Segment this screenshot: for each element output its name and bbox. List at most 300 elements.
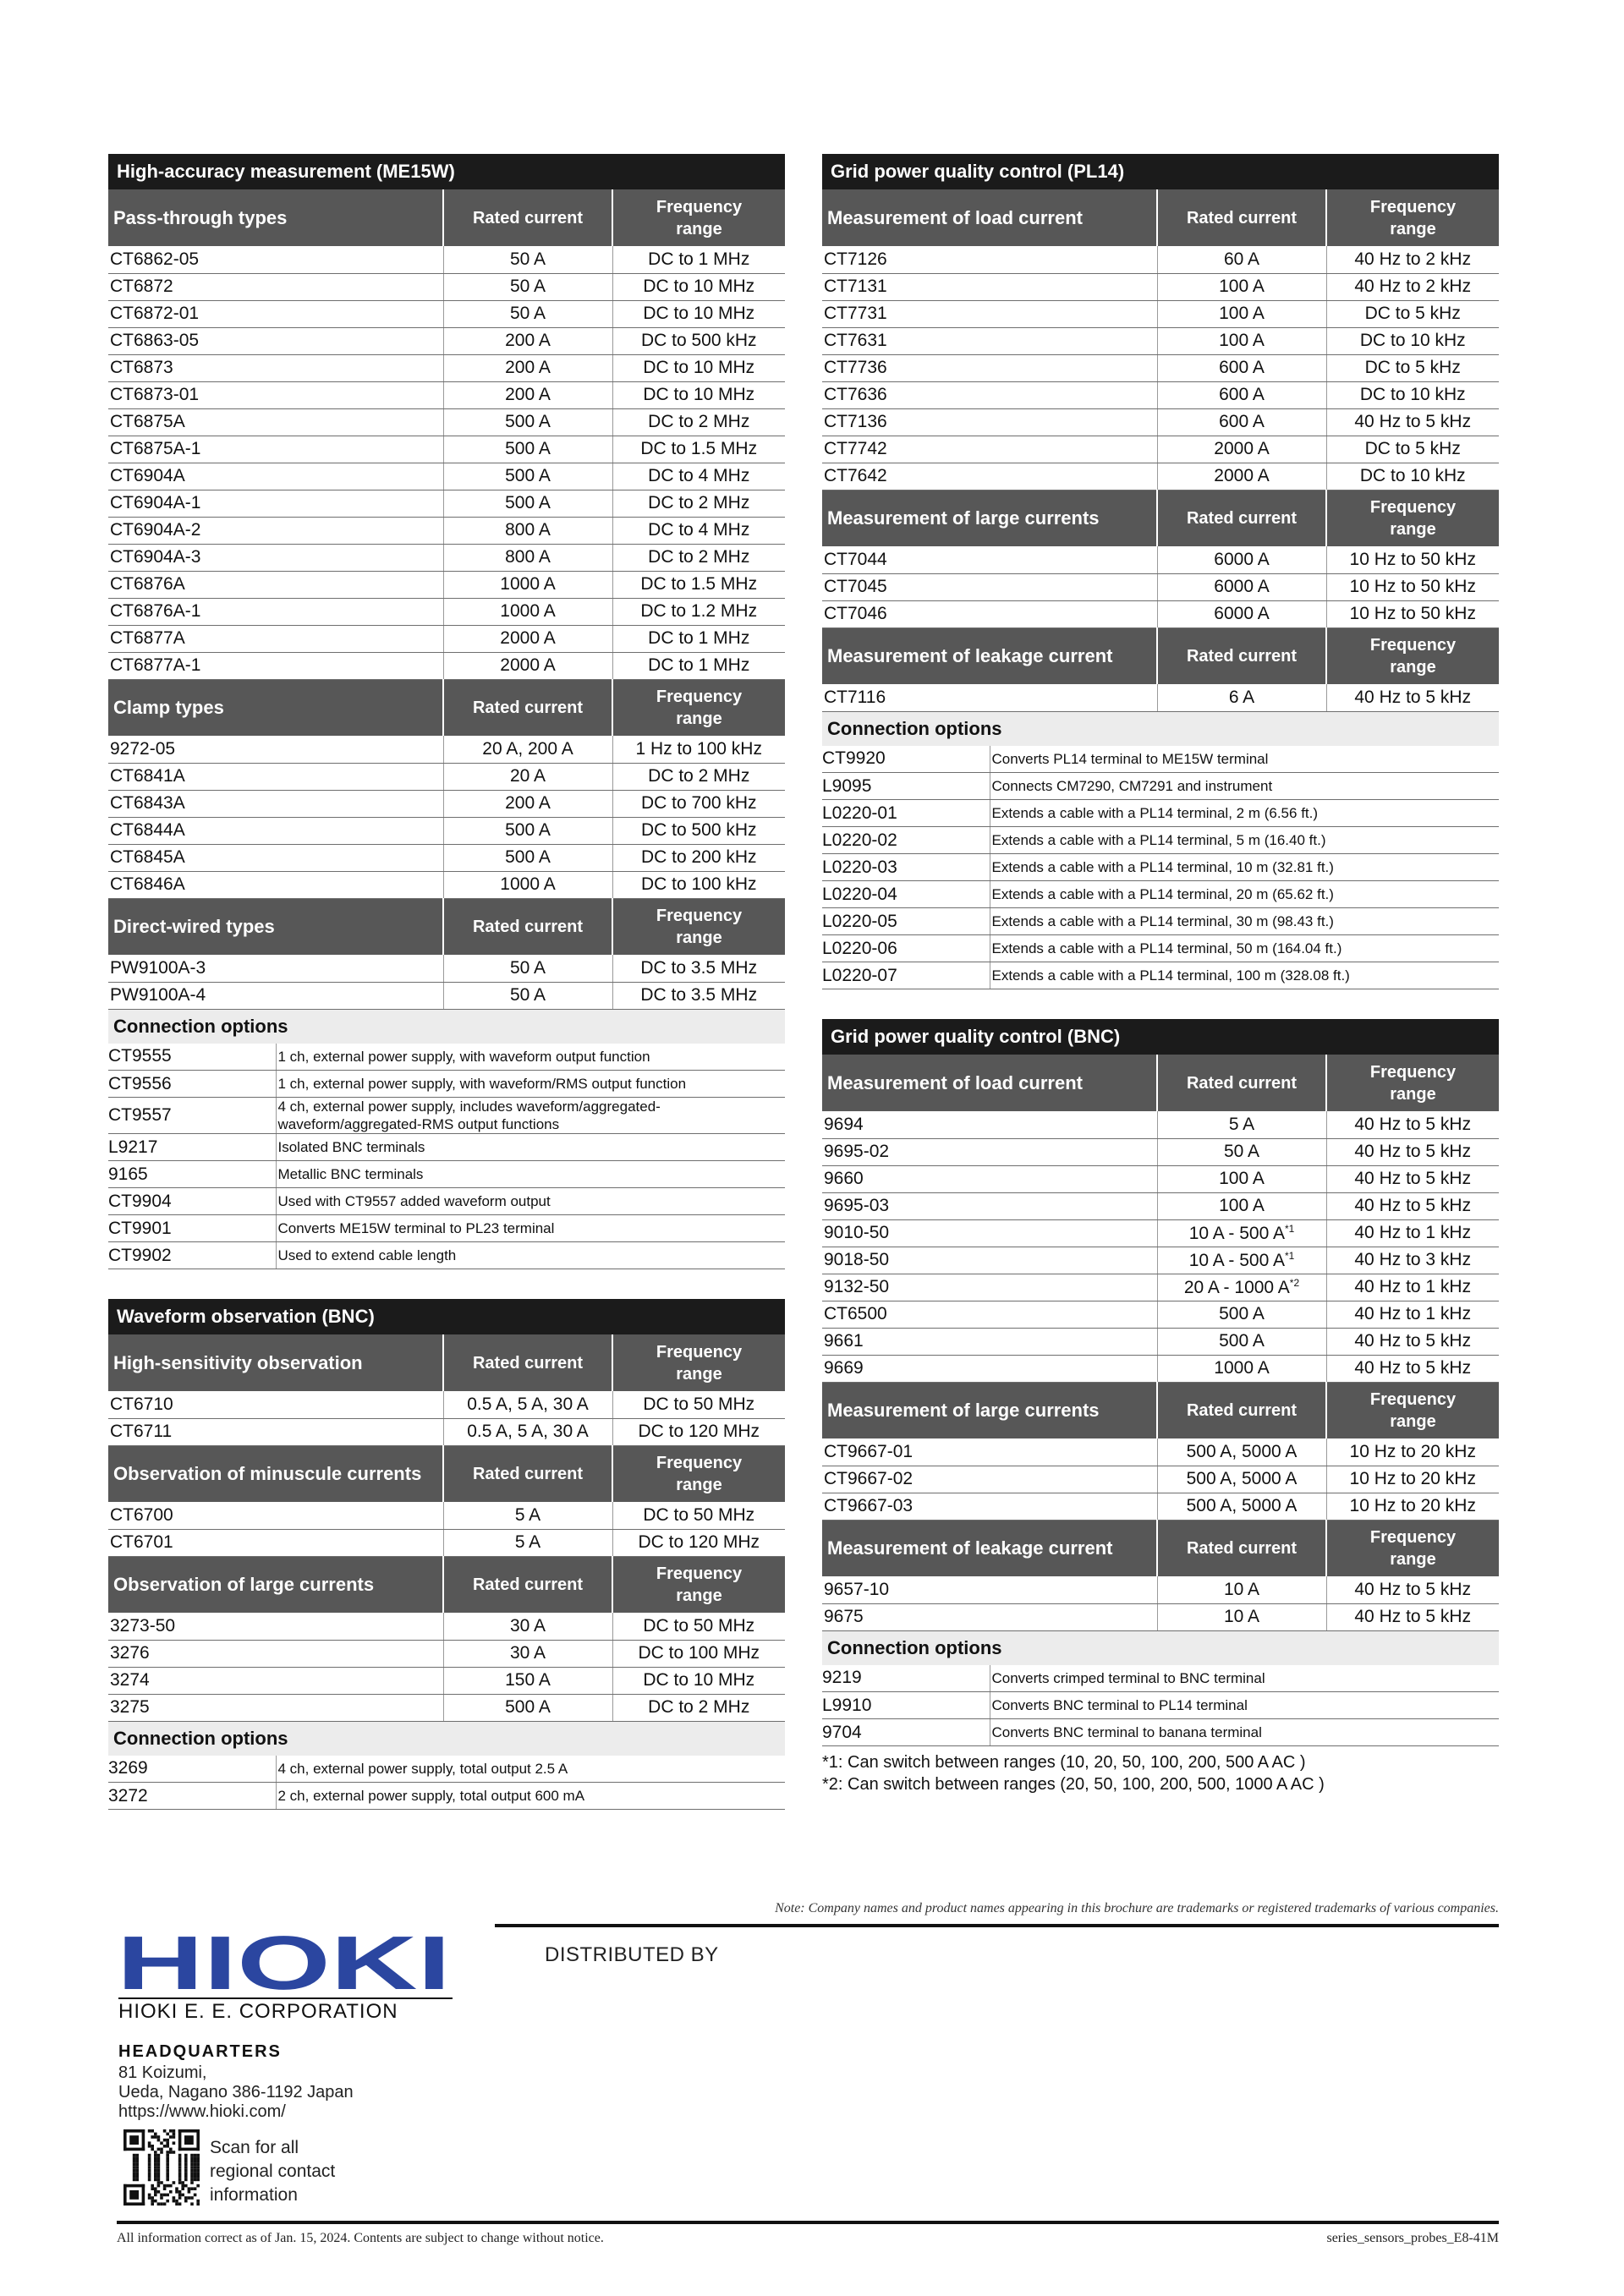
table-row bbox=[108, 246, 785, 273]
frequency-range-cell: 40 Hz to 5 kHz bbox=[1326, 1355, 1499, 1382]
table-row bbox=[822, 1111, 1499, 1138]
group-header-row bbox=[108, 189, 785, 246]
connection-options-title: Connection options bbox=[822, 1631, 1499, 1665]
section-title: Grid power quality control (BNC) bbox=[822, 1019, 1499, 1055]
rated-current-cell bbox=[443, 625, 612, 652]
frequency-range-cell: 40 Hz to 1 kHz bbox=[1326, 1301, 1499, 1328]
model-cell: CT6873-01 bbox=[108, 381, 443, 408]
group-header-row bbox=[108, 1445, 785, 1502]
rated-value: 20 A, 200 A bbox=[482, 738, 573, 759]
model-cell: CT7131 bbox=[822, 273, 1157, 300]
group-name: Direct-wired types bbox=[108, 898, 443, 955]
rated-value: 500 A bbox=[1219, 1331, 1265, 1351]
option-description: Used to extend cable length bbox=[276, 1242, 785, 1269]
table-row bbox=[108, 300, 785, 327]
header-line: range bbox=[1390, 219, 1436, 238]
model-cell: 9010-50 bbox=[822, 1219, 1157, 1247]
table-row bbox=[108, 1667, 785, 1694]
header-line: Frequency bbox=[656, 1453, 743, 1472]
corp-divider bbox=[118, 1997, 453, 1999]
footnote-mark: *2 bbox=[1289, 1276, 1300, 1289]
model-cell: 9018-50 bbox=[822, 1247, 1157, 1274]
rated-value: 200 A bbox=[505, 331, 551, 350]
option-description: 4 ch, external power supply, includes waveform/aggregated-waveform/aggregated-RMS output functions bbox=[276, 1098, 785, 1134]
rated-current-header: Rated current bbox=[1157, 490, 1326, 546]
rated-value: 5 A bbox=[514, 1504, 541, 1525]
model-cell: CT6904A bbox=[108, 463, 443, 490]
section-title: Grid power quality control (PL14) bbox=[822, 154, 1499, 189]
model-cell: CT7731 bbox=[822, 300, 1157, 327]
option-model: CT9557 bbox=[108, 1098, 276, 1134]
website-link[interactable]: https://www.hioki.com/ bbox=[118, 2102, 286, 2121]
group-name: Observation of large currents bbox=[108, 1556, 443, 1613]
pl14-section bbox=[822, 154, 1499, 989]
rated-current-header: Rated current bbox=[443, 1334, 612, 1391]
rated-current-cell bbox=[443, 571, 612, 598]
rated-value: 200 A bbox=[505, 358, 551, 377]
table-row bbox=[822, 408, 1499, 436]
spec-table bbox=[108, 189, 785, 1010]
group-name: Pass-through types bbox=[108, 189, 443, 246]
model-cell: CT6876A bbox=[108, 571, 443, 598]
rated-value: 500 A, 5000 A bbox=[1186, 1496, 1298, 1515]
table-row bbox=[108, 1529, 785, 1556]
table-row bbox=[108, 273, 785, 300]
rated-value: 50 A bbox=[509, 304, 546, 323]
frequency-range-cell: DC to 3.5 MHz bbox=[612, 982, 785, 1009]
table-row bbox=[108, 955, 785, 982]
option-row bbox=[108, 1098, 785, 1134]
model-cell: CT9667-01 bbox=[822, 1438, 1157, 1466]
option-description: Connects CM7290, CM7291 and instrument bbox=[990, 773, 1499, 800]
frequency-range-cell: 40 Hz to 5 kHz bbox=[1326, 408, 1499, 436]
rated-current-cell bbox=[1157, 1247, 1326, 1274]
option-description: 2 ch, external power supply, total output 600 mA bbox=[276, 1783, 785, 1810]
table-row bbox=[822, 573, 1499, 600]
model-cell: CT6700 bbox=[108, 1502, 443, 1529]
rated-current-cell bbox=[443, 871, 612, 898]
table-row bbox=[822, 1603, 1499, 1630]
option-description: Extends a cable with a PL14 terminal, 30 m (98.43 ft.) bbox=[990, 908, 1499, 935]
header-line: Frequency bbox=[1369, 1527, 1457, 1547]
rated-value: 500 A bbox=[505, 820, 551, 840]
table-row bbox=[822, 1192, 1499, 1219]
header-line: range bbox=[1390, 519, 1436, 539]
option-model: L9217 bbox=[108, 1134, 276, 1161]
rated-current-cell bbox=[443, 1667, 612, 1694]
option-row bbox=[822, 854, 1499, 881]
table-row bbox=[108, 463, 785, 490]
model-cell: CT6846A bbox=[108, 871, 443, 898]
footnote: *2: Can switch between ranges (20, 50, 100, 200, 500, 1000 A AC ) bbox=[822, 1775, 1325, 1794]
option-model: 3269 bbox=[108, 1756, 276, 1783]
frequency-range-cell: DC to 2 MHz bbox=[612, 1694, 785, 1721]
rated-current-header: Rated current bbox=[443, 1556, 612, 1613]
rated-current-cell bbox=[1157, 1192, 1326, 1219]
rated-value: 50 A bbox=[509, 985, 546, 1005]
header-line: Frequency bbox=[1369, 1389, 1457, 1409]
frequency-range-cell: DC to 10 MHz bbox=[612, 381, 785, 408]
model-cell: CT6845A bbox=[108, 844, 443, 871]
rated-current-cell bbox=[1157, 1466, 1326, 1493]
option-description: Used with CT9557 added waveform output bbox=[276, 1188, 785, 1215]
table-row bbox=[822, 1438, 1499, 1466]
model-cell: CT7045 bbox=[822, 573, 1157, 600]
option-row bbox=[108, 1188, 785, 1215]
option-model: CT9901 bbox=[108, 1215, 276, 1242]
group-name: Measurement of leakage current bbox=[822, 627, 1157, 684]
rated-value: 0.5 A, 5 A, 30 A bbox=[467, 1394, 589, 1414]
distributed-by-label: DISTRIBUTED BY bbox=[545, 1943, 719, 1966]
model-cell: CT6904A-1 bbox=[108, 490, 443, 517]
table-row bbox=[108, 544, 785, 571]
frequency-range-cell: 40 Hz to 1 kHz bbox=[1326, 1274, 1499, 1301]
rated-value: 100 A bbox=[1219, 304, 1265, 323]
option-description: Converts crimped terminal to BNC terminal bbox=[990, 1665, 1499, 1692]
option-model: 9219 bbox=[822, 1665, 990, 1692]
header-line: range bbox=[676, 219, 722, 238]
model-cell: CT7642 bbox=[822, 463, 1157, 490]
svg-text:HIOKI: HIOKI bbox=[117, 1928, 451, 1996]
group-name: Measurement of load current bbox=[822, 189, 1157, 246]
rated-value: 2000 A bbox=[1214, 466, 1270, 485]
table-row bbox=[108, 1640, 785, 1667]
frequency-range-cell: 40 Hz to 3 kHz bbox=[1326, 1247, 1499, 1274]
group-header-row bbox=[822, 189, 1499, 246]
header-line: Frequency bbox=[656, 687, 743, 706]
frequency-range-cell: DC to 5 kHz bbox=[1326, 436, 1499, 463]
model-cell: CT9667-02 bbox=[822, 1466, 1157, 1493]
table-row bbox=[822, 1466, 1499, 1493]
rated-current-cell bbox=[1157, 600, 1326, 627]
option-description: Extends a cable with a PL14 terminal, 5 m (16.40 ft.) bbox=[990, 827, 1499, 854]
model-cell: CT6873 bbox=[108, 354, 443, 381]
rated-value: 1000 A bbox=[500, 601, 556, 621]
option-model: CT9920 bbox=[822, 746, 990, 773]
spec-table bbox=[822, 1055, 1499, 1631]
frequency-range-cell: 40 Hz to 5 kHz bbox=[1326, 1138, 1499, 1165]
model-cell: CT6876A-1 bbox=[108, 598, 443, 625]
option-row bbox=[108, 1215, 785, 1242]
rated-value: 10 A - 500 A bbox=[1188, 1250, 1285, 1270]
frequency-range-cell: 40 Hz to 5 kHz bbox=[1326, 1165, 1499, 1192]
frequency-range-cell: 40 Hz to 5 kHz bbox=[1326, 1576, 1499, 1603]
frequency-range-cell: DC to 10 MHz bbox=[612, 273, 785, 300]
rated-current-cell bbox=[443, 1694, 612, 1721]
option-row bbox=[108, 1134, 785, 1161]
rated-value: 50 A bbox=[509, 249, 546, 269]
frequency-range-header bbox=[1326, 1520, 1499, 1576]
rated-current-cell bbox=[443, 652, 612, 679]
connection-options-title: Connection options bbox=[108, 1722, 785, 1756]
option-row bbox=[822, 773, 1499, 800]
model-cell: CT6904A-2 bbox=[108, 517, 443, 544]
frequency-range-header bbox=[612, 898, 785, 955]
table-row bbox=[108, 817, 785, 844]
frequency-range-cell: 40 Hz to 5 kHz bbox=[1326, 1192, 1499, 1219]
rated-current-cell bbox=[443, 408, 612, 436]
bnc-grid-section bbox=[822, 1019, 1499, 1795]
spec-table bbox=[108, 1334, 785, 1722]
option-description: Converts BNC terminal to banana terminal bbox=[990, 1719, 1499, 1746]
model-cell: CT6843A bbox=[108, 790, 443, 817]
rated-value: 100 A bbox=[1219, 277, 1265, 296]
table-row bbox=[108, 1613, 785, 1640]
rated-value: 800 A bbox=[505, 520, 551, 540]
rated-value: 2000 A bbox=[500, 655, 556, 675]
right-column bbox=[822, 154, 1499, 1825]
group-name: Measurement of large currents bbox=[822, 1382, 1157, 1438]
option-description: Extends a cable with a PL14 terminal, 2 m (6.56 ft.) bbox=[990, 800, 1499, 827]
rated-current-header: Rated current bbox=[1157, 627, 1326, 684]
frequency-range-cell: DC to 10 MHz bbox=[612, 1667, 785, 1694]
rated-value: 10 A bbox=[1223, 1579, 1260, 1599]
frequency-range-cell: DC to 200 kHz bbox=[612, 844, 785, 871]
frequency-range-header bbox=[612, 1556, 785, 1613]
option-model: 9165 bbox=[108, 1161, 276, 1188]
rated-current-cell bbox=[443, 1418, 612, 1445]
rated-value: 60 A bbox=[1223, 249, 1260, 269]
frequency-range-cell: DC to 2 MHz bbox=[612, 763, 785, 790]
model-cell: 3273-50 bbox=[108, 1613, 443, 1640]
table-row bbox=[822, 300, 1499, 327]
corporation-name: HIOKI E. E. CORPORATION bbox=[118, 2000, 398, 2023]
option-model: L0220-04 bbox=[822, 881, 990, 908]
rated-current-cell bbox=[443, 763, 612, 790]
frequency-range-header bbox=[612, 679, 785, 736]
table-row bbox=[822, 684, 1499, 711]
model-cell: 9272-05 bbox=[108, 736, 443, 763]
frequency-range-header bbox=[1326, 189, 1499, 246]
table-row bbox=[822, 1219, 1499, 1247]
option-row bbox=[108, 1071, 785, 1098]
rated-current-cell bbox=[1157, 573, 1326, 600]
model-cell: CT6841A bbox=[108, 763, 443, 790]
rated-current-cell bbox=[443, 246, 612, 273]
table-row bbox=[822, 246, 1499, 273]
header-line: range bbox=[676, 1586, 722, 1605]
frequency-range-cell: DC to 50 MHz bbox=[612, 1391, 785, 1418]
frequency-range-cell: DC to 120 MHz bbox=[612, 1529, 785, 1556]
footnotes bbox=[822, 1751, 1499, 1795]
rated-current-cell bbox=[443, 1640, 612, 1667]
option-description: Isolated BNC terminals bbox=[276, 1134, 785, 1161]
rated-value: 5 A bbox=[1228, 1114, 1255, 1134]
rated-value: 2000 A bbox=[500, 628, 556, 648]
rated-value: 500 A bbox=[505, 1697, 551, 1717]
group-header-row bbox=[108, 679, 785, 736]
frequency-range-cell: DC to 500 kHz bbox=[612, 817, 785, 844]
frequency-range-header bbox=[612, 1334, 785, 1391]
frequency-range-cell: DC to 1.5 MHz bbox=[612, 436, 785, 463]
me15w-section bbox=[108, 154, 785, 1269]
frequency-range-cell: DC to 10 kHz bbox=[1326, 381, 1499, 408]
headquarters-title: HEADQUARTERS bbox=[118, 2042, 282, 2061]
option-row bbox=[822, 1719, 1499, 1746]
rated-current-cell bbox=[1157, 1111, 1326, 1138]
rated-value: 6000 A bbox=[1214, 604, 1270, 623]
option-description: Extends a cable with a PL14 terminal, 20 m (65.62 ft.) bbox=[990, 881, 1499, 908]
model-cell: CT6844A bbox=[108, 817, 443, 844]
rated-current-header: Rated current bbox=[1157, 1520, 1326, 1576]
frequency-range-cell: DC to 10 MHz bbox=[612, 354, 785, 381]
rated-current-cell bbox=[1157, 1165, 1326, 1192]
options-table bbox=[108, 1044, 785, 1270]
table-row bbox=[822, 463, 1499, 490]
footnote-mark: *1 bbox=[1284, 1249, 1295, 1262]
header-line: range bbox=[1390, 1549, 1436, 1569]
rated-current-cell bbox=[1157, 1438, 1326, 1466]
table-row bbox=[108, 436, 785, 463]
frequency-range-cell: DC to 700 kHz bbox=[612, 790, 785, 817]
rated-value: 500 A, 5000 A bbox=[1186, 1469, 1298, 1488]
model-cell: CT7631 bbox=[822, 327, 1157, 354]
option-row bbox=[822, 827, 1499, 854]
rated-current-cell bbox=[443, 790, 612, 817]
address-line: Ueda, Nagano 386-1192 Japan bbox=[118, 2083, 354, 2101]
option-row bbox=[822, 800, 1499, 827]
rated-current-cell bbox=[1157, 408, 1326, 436]
rated-value: 500 A bbox=[1219, 1304, 1265, 1323]
frequency-range-header bbox=[612, 1445, 785, 1502]
table-row bbox=[822, 1138, 1499, 1165]
table-row bbox=[822, 327, 1499, 354]
group-name: Observation of minuscule currents bbox=[108, 1445, 443, 1502]
table-row bbox=[108, 327, 785, 354]
rated-current-cell bbox=[1157, 1301, 1326, 1328]
table-row bbox=[108, 354, 785, 381]
rated-current-cell bbox=[1157, 463, 1326, 490]
table-row bbox=[108, 598, 785, 625]
group-name: Measurement of large currents bbox=[822, 490, 1157, 546]
table-row bbox=[108, 1694, 785, 1721]
connection-options-title: Connection options bbox=[108, 1010, 785, 1044]
rated-value: 10 A - 500 A bbox=[1188, 1223, 1285, 1243]
option-row bbox=[108, 1044, 785, 1071]
model-cell: CT7046 bbox=[822, 600, 1157, 627]
rated-value: 2000 A bbox=[1214, 439, 1270, 458]
model-cell: 9132-50 bbox=[822, 1274, 1157, 1301]
rated-current-cell bbox=[1157, 327, 1326, 354]
table-row bbox=[108, 408, 785, 436]
option-model: L0220-06 bbox=[822, 935, 990, 962]
rated-current-cell bbox=[1157, 300, 1326, 327]
scan-text bbox=[210, 2136, 335, 2207]
rated-current-cell bbox=[443, 327, 612, 354]
rated-current-cell bbox=[443, 517, 612, 544]
header-line: Frequency bbox=[656, 1342, 743, 1362]
table-row bbox=[822, 1355, 1499, 1382]
option-model: L0220-01 bbox=[822, 800, 990, 827]
option-row bbox=[822, 908, 1499, 935]
rated-current-cell bbox=[443, 1391, 612, 1418]
rated-current-cell bbox=[1157, 273, 1326, 300]
model-cell: 9675 bbox=[822, 1603, 1157, 1630]
option-description: 4 ch, external power supply, total output 2.5 A bbox=[276, 1756, 785, 1783]
model-cell: CT7044 bbox=[822, 546, 1157, 573]
rated-current-header: Rated current bbox=[443, 898, 612, 955]
group-name: High-sensitivity observation bbox=[108, 1334, 443, 1391]
header-line: range bbox=[1390, 657, 1436, 677]
table-row bbox=[822, 1247, 1499, 1274]
rated-current-cell bbox=[443, 436, 612, 463]
option-description: Converts PL14 terminal to ME15W terminal bbox=[990, 746, 1499, 773]
group-header-row bbox=[108, 1334, 785, 1391]
frequency-range-cell: 1 Hz to 100 kHz bbox=[612, 736, 785, 763]
table-row bbox=[822, 1165, 1499, 1192]
option-row bbox=[822, 1665, 1499, 1692]
spec-table bbox=[822, 189, 1499, 712]
qr-code[interactable] bbox=[123, 2129, 200, 2206]
model-cell: 9694 bbox=[822, 1111, 1157, 1138]
option-row bbox=[822, 935, 1499, 962]
frequency-range-cell: DC to 50 MHz bbox=[612, 1613, 785, 1640]
frequency-range-cell: 40 Hz to 2 kHz bbox=[1326, 246, 1499, 273]
rated-current-cell bbox=[1157, 1138, 1326, 1165]
option-row bbox=[108, 1242, 785, 1269]
option-model: CT9902 bbox=[108, 1242, 276, 1269]
table-row bbox=[108, 652, 785, 679]
frequency-range-cell: DC to 5 kHz bbox=[1326, 300, 1499, 327]
address-line: 81 Koizumi, bbox=[118, 2063, 207, 2082]
rated-value: 200 A bbox=[505, 385, 551, 404]
rated-current-cell bbox=[443, 1502, 612, 1529]
frequency-range-cell: 10 Hz to 50 kHz bbox=[1326, 573, 1499, 600]
table-row bbox=[822, 546, 1499, 573]
frequency-range-cell: DC to 5 kHz bbox=[1326, 354, 1499, 381]
frequency-range-cell: DC to 2 MHz bbox=[612, 544, 785, 571]
table-row bbox=[108, 490, 785, 517]
header-line: Frequency bbox=[1369, 197, 1457, 216]
frequency-range-header bbox=[1326, 1055, 1499, 1111]
rated-value: 100 A bbox=[1219, 1169, 1265, 1188]
table-row bbox=[822, 1576, 1499, 1603]
model-cell: CT6875A-1 bbox=[108, 436, 443, 463]
rated-value: 800 A bbox=[505, 547, 551, 567]
rated-current-cell bbox=[443, 273, 612, 300]
rated-value: 100 A bbox=[1219, 1196, 1265, 1215]
rated-value: 500 A bbox=[505, 847, 551, 867]
frequency-range-cell: DC to 500 kHz bbox=[612, 327, 785, 354]
option-description: Extends a cable with a PL14 terminal, 100 m (328.08 ft.) bbox=[990, 962, 1499, 989]
model-cell: CT7742 bbox=[822, 436, 1157, 463]
model-cell: CT6877A-1 bbox=[108, 652, 443, 679]
option-model: CT9556 bbox=[108, 1071, 276, 1098]
rated-current-cell bbox=[1157, 1603, 1326, 1630]
frequency-range-cell: 40 Hz to 5 kHz bbox=[1326, 1111, 1499, 1138]
frequency-range-cell: DC to 100 kHz bbox=[612, 871, 785, 898]
footer-divider bbox=[495, 1924, 1499, 1927]
frequency-range-cell: DC to 2 MHz bbox=[612, 490, 785, 517]
option-model: 3272 bbox=[108, 1783, 276, 1810]
bnc-waveform-section bbox=[108, 1299, 785, 1810]
option-model: L9095 bbox=[822, 773, 990, 800]
rated-current-cell bbox=[1157, 1328, 1326, 1355]
frequency-range-cell: DC to 10 kHz bbox=[1326, 327, 1499, 354]
frequency-range-cell: 10 Hz to 20 kHz bbox=[1326, 1493, 1499, 1520]
option-model: L0220-05 bbox=[822, 908, 990, 935]
option-row bbox=[108, 1783, 785, 1810]
trademark-note: Note: Company names and product names appearing in this brochure are trademarks or registered trademarks of various companies. bbox=[775, 1901, 1499, 1915]
rated-current-cell bbox=[443, 598, 612, 625]
rated-value: 6000 A bbox=[1214, 549, 1270, 569]
frequency-range-cell: DC to 100 MHz bbox=[612, 1640, 785, 1667]
scan-line: Scan for all bbox=[210, 2138, 299, 2157]
group-header-row bbox=[822, 1382, 1499, 1438]
table-row bbox=[108, 982, 785, 1009]
rated-current-header: Rated current bbox=[443, 189, 612, 246]
rated-current-cell bbox=[443, 381, 612, 408]
